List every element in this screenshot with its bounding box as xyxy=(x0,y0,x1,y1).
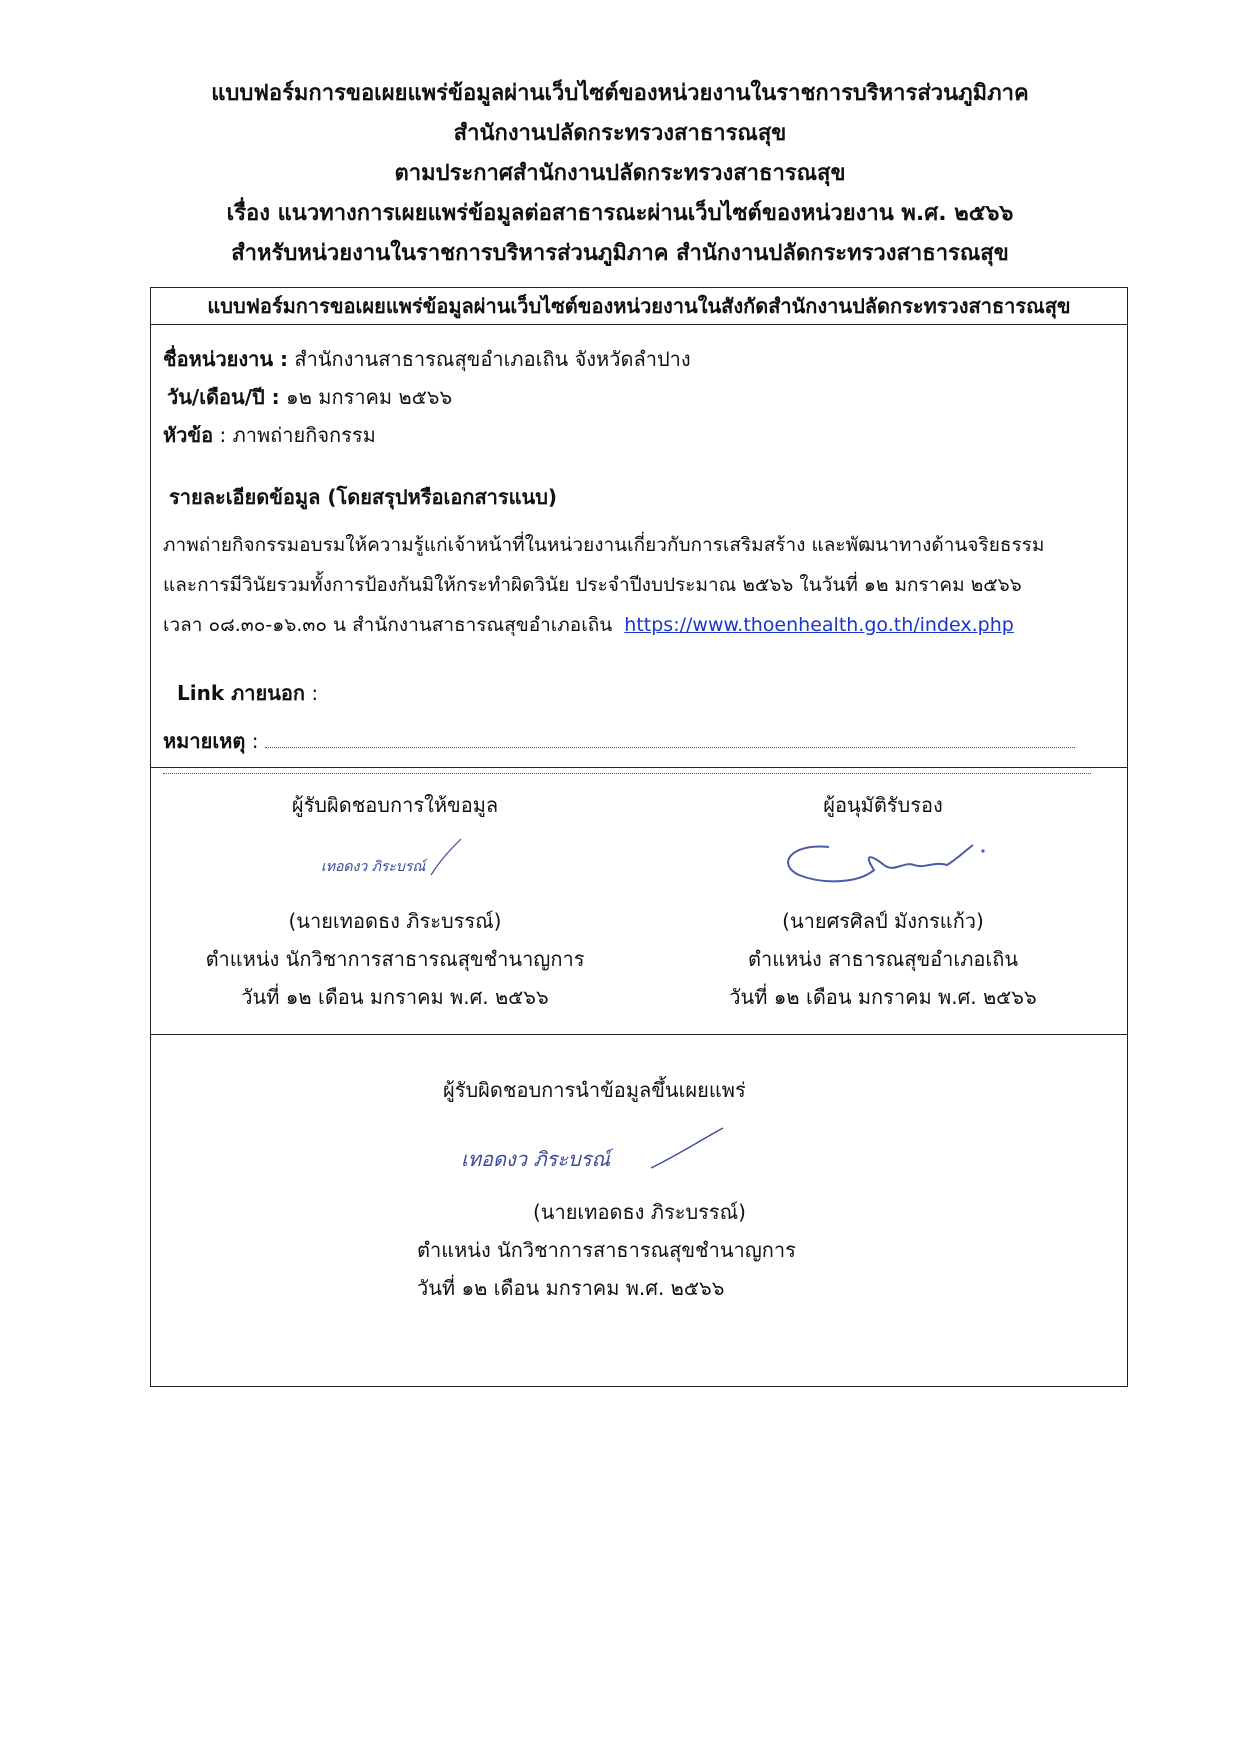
detail-line-3: เวลา ๐๘.๓๐-๑๖.๓๐ น สำนักงานสาธารณสุขอำเภอเถิน xyxy=(163,614,613,636)
remark-dotted-line xyxy=(265,737,1075,748)
detail-body xyxy=(163,525,1123,645)
topic-label: หัวข้อ xyxy=(163,423,214,447)
svg-text:เทอดงว ภิระบรณ์: เทอดงว ภิระบรณ์ xyxy=(321,859,426,875)
agency-row xyxy=(163,343,691,375)
topic-value: : ภาพถ่ายกิจกรรม xyxy=(219,423,376,447)
svg-text:เทอดงว ภิระบรณ์: เทอดงว ภิระบรณ์ xyxy=(461,1147,611,1171)
approver-role: ผู้อนุมัติรับรอง xyxy=(823,793,943,817)
external-link-row xyxy=(177,677,318,709)
header-line-5: สำหรับหน่วยงานในราชการบริหารส่วนภูมิภาค สำนักงานปลัดกระทรวงสาธารณสุข xyxy=(231,241,1009,266)
approver-signature xyxy=(769,825,999,895)
approver-name: (นายศรศิลป์ มังกรแก้ว) xyxy=(782,909,984,933)
publisher-name: (นายเทอดธง ภิระบรรณ์) xyxy=(533,1200,746,1224)
detail-link[interactable]: https://www.thoenhealth.go.th/index.php xyxy=(624,614,1014,636)
remark-colon: : xyxy=(251,729,259,753)
provider-signature-block xyxy=(151,769,639,1034)
request-form xyxy=(150,287,1128,1387)
agency-label: ชื่อหน่วยงาน : xyxy=(163,347,289,371)
approval-section xyxy=(151,769,1127,1035)
provider-name: (นายเทอดธง ภิระบรรณ์) xyxy=(288,909,502,933)
header-line-3: ตามประกาศสำนักงานปลัดกระทรวงสาธารณสุข xyxy=(394,161,846,186)
external-link-label: Link ภายนอก xyxy=(177,681,306,705)
approver-signature-block xyxy=(639,769,1127,1034)
date-row xyxy=(167,381,452,413)
provider-date: วันที่ ๑๒ เดือน มกราคม พ.ศ. ๒๕๖๖ xyxy=(241,985,549,1009)
form-info-section xyxy=(151,325,1127,768)
date-value: ๑๒ มกราคม ๒๕๖๖ xyxy=(286,385,453,409)
form-title: แบบฟอร์มการขอเผยแพร่ข้อมูลผ่านเว็บไซต์ของหน่วยงานในสังกัดสำนักงานปลัดกระทรวงสาธารณสุข xyxy=(151,288,1127,325)
publisher-role: ผู้รับผิดชอบการนำข้อมูลขึ้นเผยแพร่ xyxy=(443,1078,746,1102)
document-header xyxy=(0,74,1240,274)
provider-signature xyxy=(311,829,481,889)
detail-line-1: ภาพถ่ายกิจกรรมอบรมให้ความรู้แก่เจ้าหน้าที่ในหน่วยงานเกี่ยวกับการเสริมสร้าง และพัฒนาทางด้านจริยธรรม xyxy=(163,534,1045,556)
publisher-position: ตำแหน่ง นักวิชาการสาธารณสุขชำนาญการ xyxy=(417,1238,796,1262)
topic-row xyxy=(163,419,376,451)
provider-position: ตำแหน่ง นักวิชาการสาธารณสุขชำนาญการ xyxy=(205,947,585,971)
header-line-1: แบบฟอร์มการขอเผยแพร่ข้อมูลผ่านเว็บไซต์ของหน่วยงานในราชการบริหารส่วนภูมิภาค xyxy=(211,81,1029,106)
approver-position: ตำแหน่ง สาธารณสุขอำเภอเถิน xyxy=(747,947,1019,971)
detail-heading: รายละเอียดข้อมูล (โดยสรุปหรือเอกสารแนบ) xyxy=(169,485,558,509)
provider-role: ผู้รับผิดชอบการให้ขอมูล xyxy=(291,793,499,817)
publisher-date: วันที่ ๑๒ เดือน มกราคม พ.ศ. ๒๕๖๖ xyxy=(417,1276,725,1300)
header-line-2: สำนักงานปลัดกระทรวงสาธารณสุข xyxy=(453,121,787,146)
agency-value: สำนักงานสาธารณสุขอำเภอเถิน จังหวัดลำปาง xyxy=(294,347,691,371)
header-line-4: เรื่อง แนวทางการเผยแพร่ข้อมูลต่อสาธารณะผ่านเว็บไซต์ของหน่วยงาน พ.ศ. ๒๕๖๖ xyxy=(226,201,1014,226)
remark-label: หมายเหตุ xyxy=(163,729,246,753)
publisher-section xyxy=(151,1036,1127,1386)
detail-line-3-row xyxy=(163,605,1123,645)
detail-line-2: และการมีวินัยรวมทั้งการป้องกันมิให้กระทำผิดวินัย ประจำปีงบประมาณ ๒๕๖๖ ในวันที่ ๑๒ มกราคม ๒๕๖๖ xyxy=(163,574,1022,596)
approver-date: วันที่ ๑๒ เดือน มกราคม พ.ศ. ๒๕๖๖ xyxy=(729,985,1037,1009)
remark-row xyxy=(163,725,1075,757)
external-link-colon: : xyxy=(311,681,319,705)
publisher-signature xyxy=(451,1118,741,1188)
date-label: วัน/เดือน/ปี : xyxy=(167,385,280,409)
